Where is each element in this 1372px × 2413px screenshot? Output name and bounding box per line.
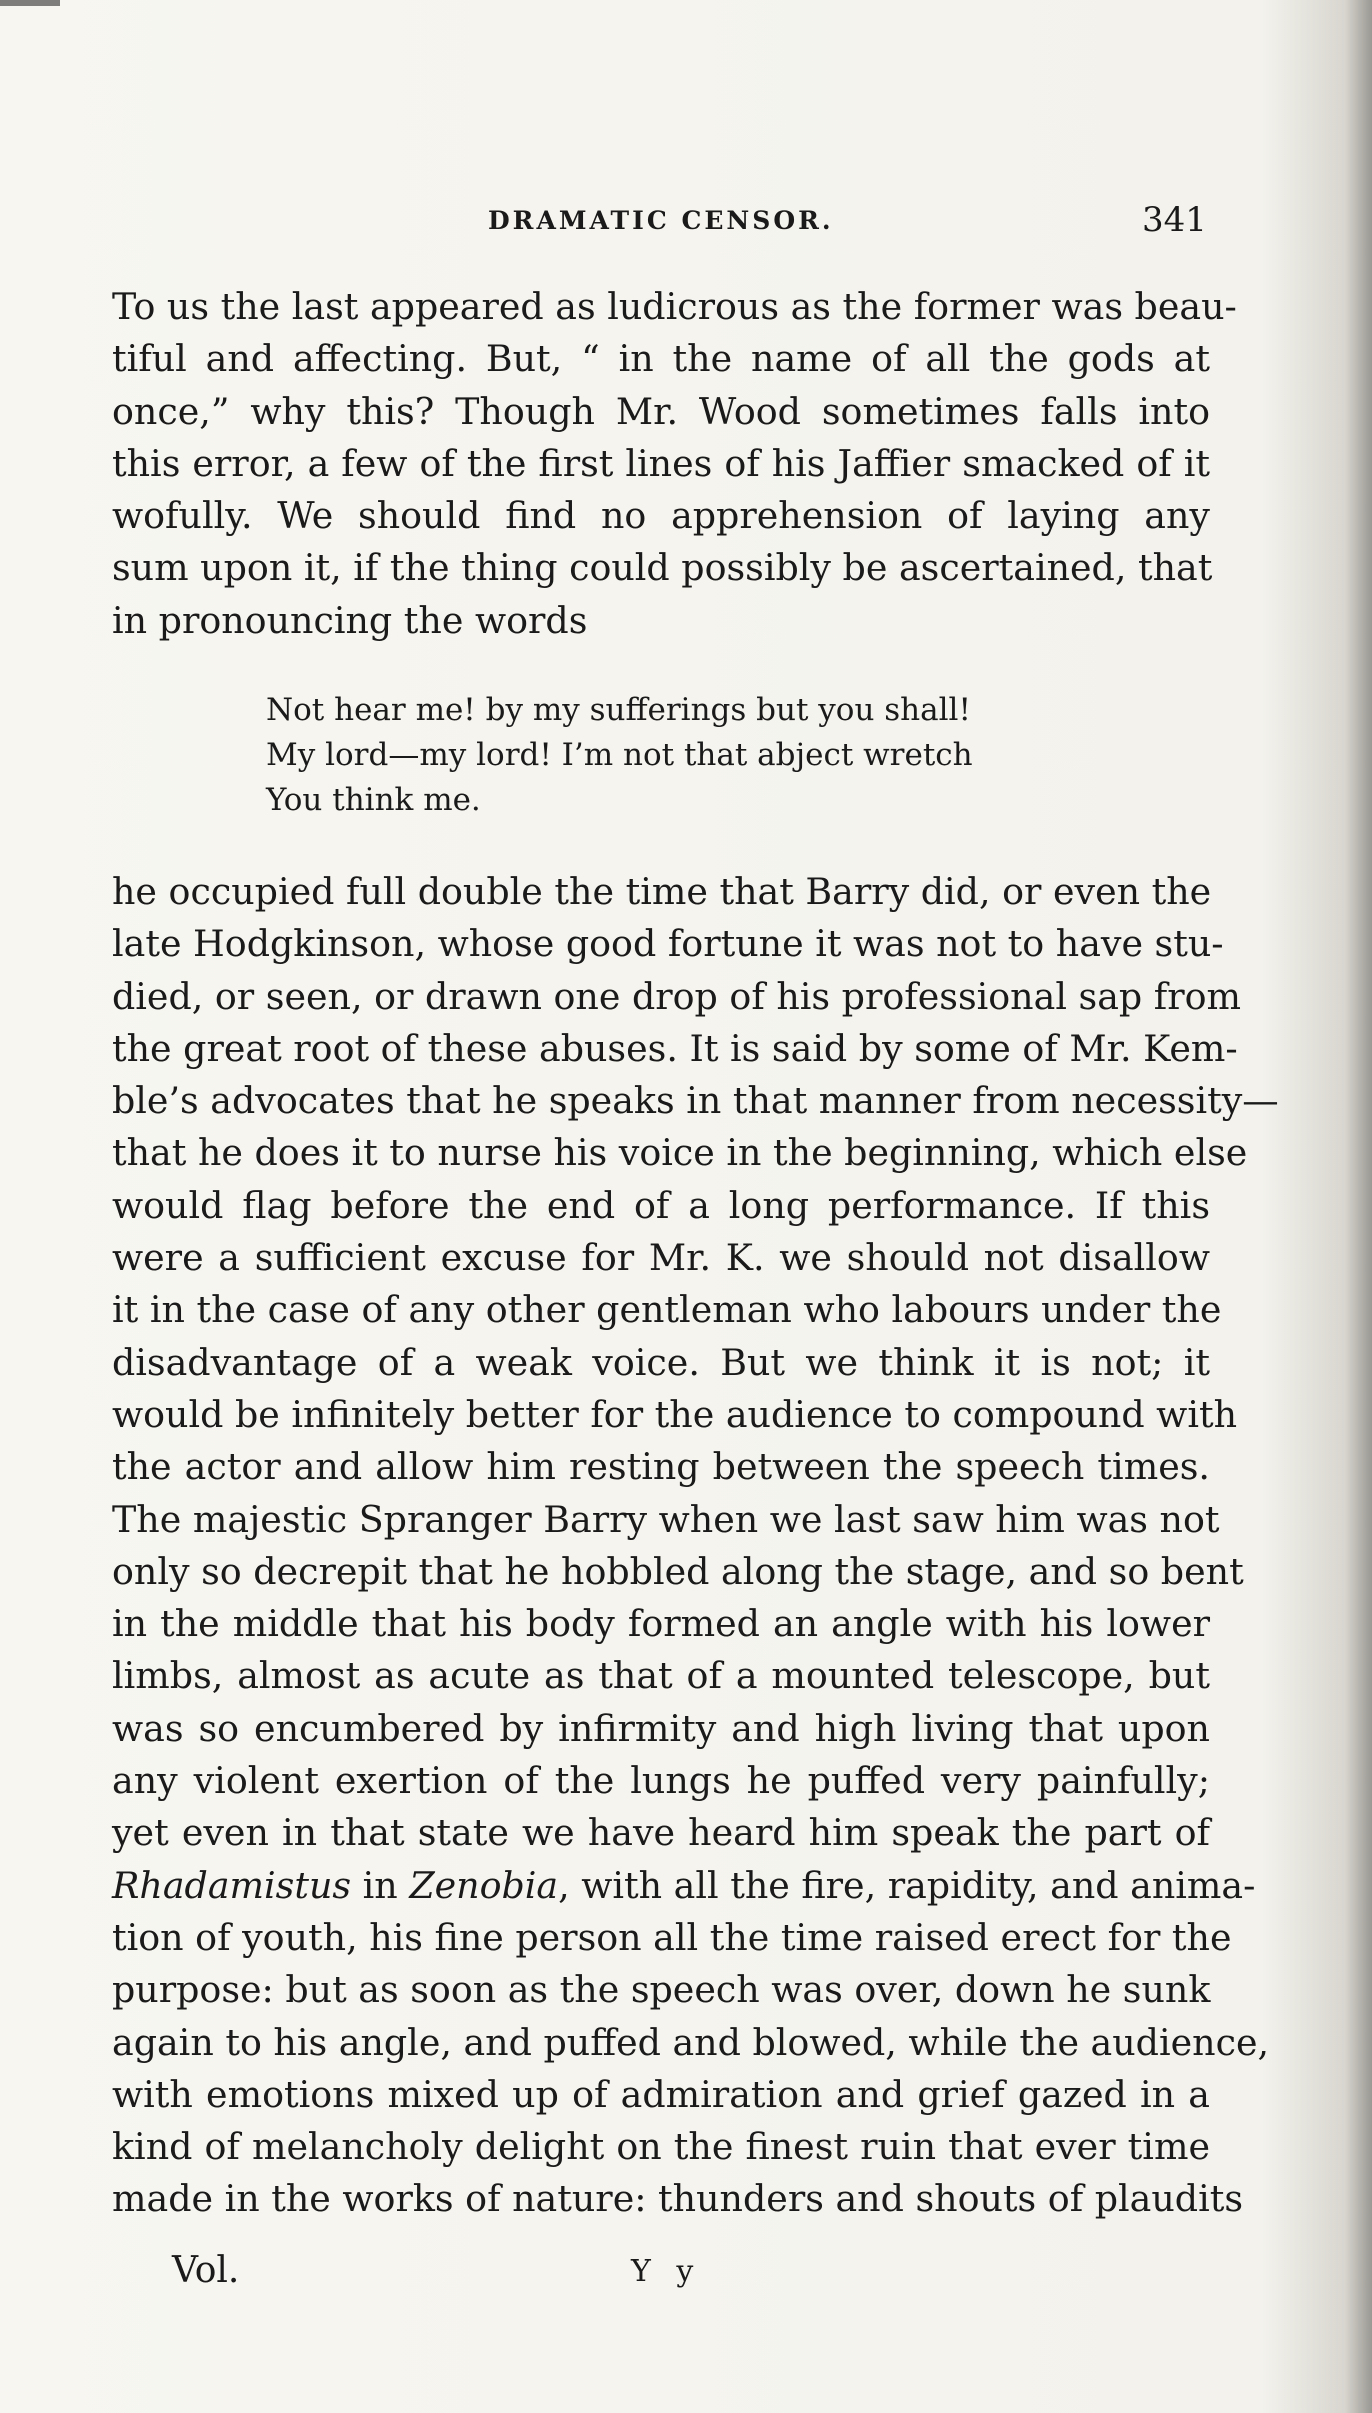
- text-line: were a sufficient excuse for Mr. K. we should not disallow: [112, 1236, 1210, 1280]
- text-line: he occupied full double the time that Barry did, or even the: [112, 870, 1212, 913]
- text-line: tion of youth, his fine person all the time raised erect for the: [112, 1915, 1232, 1959]
- text-line: the actor and allow him resting between the speech times.: [112, 1445, 1210, 1489]
- text-line: with emotions mixed up of admiration and grief gazed in a: [112, 2072, 1210, 2116]
- text-line: disadvantage of a weak voice. But we think it is not; it: [112, 1340, 1210, 1384]
- text-line: only so decrepit that he hobbled along the stage, and so bent: [112, 1549, 1244, 1593]
- text-line: kind of melancholy delight on the finest ruin that ever time: [112, 2125, 1210, 2169]
- text-line: would flag before the end of a long performance. If this: [112, 1183, 1210, 1227]
- paragraph-2: [112, 866, 1279, 2226]
- page-number: 341: [1142, 200, 1207, 240]
- running-title: DRAMATIC CENSOR.: [488, 206, 834, 235]
- text-line: ble’s advocates that he speaks in that manner from necessity—: [112, 1079, 1279, 1123]
- text-line: limbs, almost as acute as that of a mounted telescope, but: [112, 1654, 1210, 1698]
- text-line: again to his angle, and puffed and blowed, while the audience,: [112, 2020, 1270, 2064]
- verse-quotation: [266, 688, 973, 823]
- paragraph-1: [112, 281, 1237, 647]
- text-line: that he does it to nurse his voice in the beginning, which else: [112, 1131, 1248, 1175]
- quote-line: Not hear me! by my sufferings but you shall!: [266, 692, 971, 728]
- signature-mark: Y y: [631, 2254, 702, 2289]
- text-line: To us the last appeared as ludicrous as the former was beau-: [112, 285, 1237, 328]
- text-line: yet even in that state we have heard him speak the part of: [112, 1811, 1210, 1855]
- quote-line: My lord—my lord! I’m not that abject wretch: [266, 737, 973, 773]
- text-line: sum upon it, if the thing could possibly be ascertained, that: [112, 546, 1213, 590]
- volume-label: Vol.: [172, 2250, 240, 2291]
- text-line: in the middle that his body formed an angle with his lower: [112, 1602, 1210, 1646]
- quote-line: You think me.: [266, 782, 481, 818]
- text-line: The majestic Spranger Barry when we last saw him was not: [112, 1497, 1220, 1541]
- text-line: wofully. We should find no apprehension of laying any: [112, 494, 1210, 538]
- page-footer: [0, 2250, 1372, 2310]
- text-line: Rhadamistus in Zenobia, with all the fire, rapidity, and anima-: [112, 1863, 1256, 1907]
- text-line: once,” why this? Though Mr. Wood sometimes falls into: [112, 389, 1210, 433]
- text-line: was so encumbered by infirmity and high living that upon: [112, 1706, 1210, 1750]
- text-line: any violent exertion of the lungs he puffed very painfully;: [112, 1759, 1210, 1803]
- page-edge-mark: [0, 0, 60, 6]
- text-line: made in the works of nature: thunders and shouts of plaudits: [112, 2177, 1244, 2221]
- text-line: in pronouncing the words: [112, 598, 588, 642]
- text-line: it in the case of any other gentleman who labours under the: [112, 1288, 1222, 1332]
- text-line: died, or seen, or drawn one drop of his professional sap from: [112, 974, 1242, 1018]
- text-line: purpose: but as soon as the speech was over, down he sunk: [112, 1968, 1211, 2012]
- text-line: would be infinitely better for the audience to compound with: [112, 1392, 1238, 1436]
- text-line: the great root of these abuses. It is said by some of Mr. Kem-: [112, 1026, 1238, 1070]
- text-line: late Hodgkinson, whose good fortune it was not to have stu-: [112, 922, 1224, 966]
- text-line: tiful and affecting. But, “ in the name of all the gods at: [112, 337, 1210, 381]
- page-header: [0, 200, 1372, 250]
- text-line: this error, a few of the first lines of his Jaffier smacked of it: [112, 441, 1210, 485]
